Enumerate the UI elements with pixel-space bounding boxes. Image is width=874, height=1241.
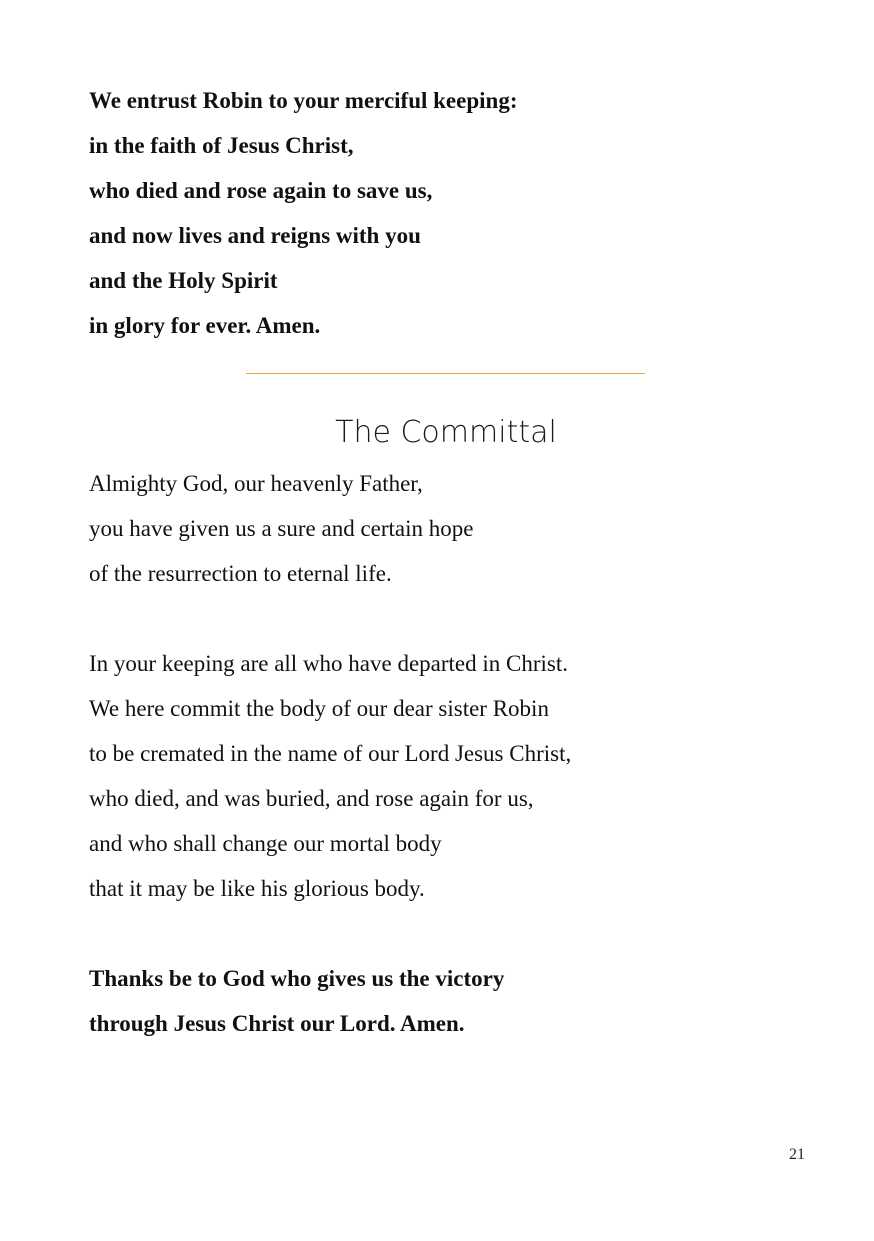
response-line-2: through Jesus Christ our Lord. Amen. [89,1011,465,1036]
stanza1-line-1: Almighty God, our heavenly Father, [89,471,423,496]
prayer-line-5: and the Holy Spirit [89,268,278,293]
section-divider [246,373,645,374]
stanza2-line-3: to be cremated in the name of our Lord Jesus Christ, [89,741,572,766]
page-number: 21 [789,1146,805,1163]
stanza1-line-3: of the resurrection to eternal life. [89,561,392,586]
response-line-1: Thanks be to God who gives us the victory [89,966,505,991]
prayer-line-4: and now lives and reigns with you [89,223,421,248]
stanza2-line-4: who died, and was buried, and rose again for us, [89,786,534,811]
stanza1-line-2: you have given us a sure and certain hope [89,516,474,541]
stanza2-line-2: We here commit the body of our dear sister Robin [89,696,549,721]
section-title: The Committal [335,415,557,450]
prayer-line-3: who died and rose again to save us, [89,178,433,203]
prayer-line-1: We entrust Robin to your merciful keeping: [89,88,518,113]
stanza2-line-1: In your keeping are all who have departed in Christ. [89,651,569,676]
prayer-line-2: in the faith of Jesus Christ, [89,133,354,158]
prayer-line-6: in glory for ever. Amen. [89,313,321,338]
stanza2-line-5: and who shall change our mortal body [89,831,442,856]
stanza2-line-6: that it may be like his glorious body. [89,876,425,901]
